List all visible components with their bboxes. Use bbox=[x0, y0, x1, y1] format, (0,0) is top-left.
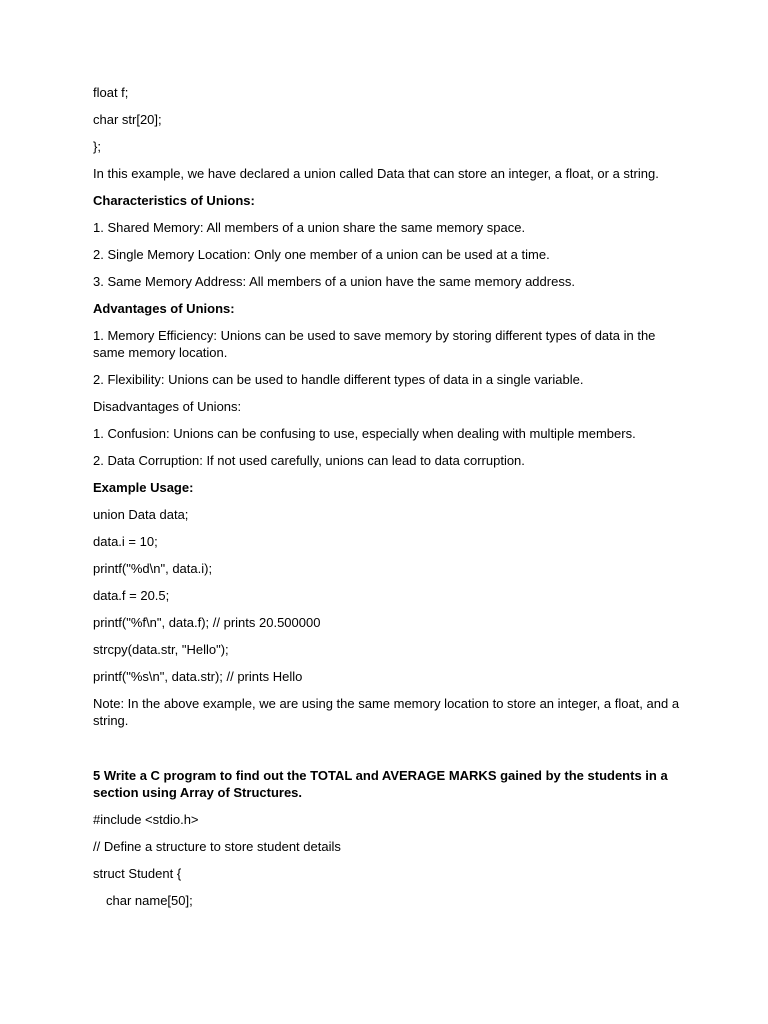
code-line: float f; bbox=[93, 85, 129, 100]
section-question-5 bbox=[93, 767, 683, 909]
code-comment: // Define a structure to store student details bbox=[93, 839, 341, 854]
code-line: #include <stdio.h> bbox=[93, 812, 199, 827]
heading-disadvantages: Disadvantages of Unions: bbox=[93, 399, 242, 414]
code-line: printf("%f\n", data.f); // prints 20.500000 bbox=[93, 615, 321, 630]
code-line: char name[50]; bbox=[106, 893, 193, 908]
section-spacer bbox=[93, 739, 683, 767]
question-heading: 5 Write a C program to find out the TOTAL and AVERAGE MARKS gained by the students in a section using Array of Structures. bbox=[93, 768, 672, 800]
list-item: 1. Memory Efficiency: Unions can be used to save memory by storing different types of data in the same memory location. bbox=[93, 328, 660, 360]
paragraph: In this example, we have declared a union called Data that can store an integer, a float, or a string. bbox=[93, 166, 659, 181]
code-line: strcpy(data.str, "Hello"); bbox=[93, 642, 229, 657]
heading-characteristics: Characteristics of Unions: bbox=[93, 193, 255, 208]
list-item: 3. Same Memory Address: All members of a union have the same memory address. bbox=[93, 274, 575, 289]
section-unions bbox=[93, 84, 683, 729]
heading-advantages: Advantages of Unions: bbox=[93, 301, 235, 316]
heading-example-usage: Example Usage: bbox=[93, 480, 194, 495]
code-line: data.i = 10; bbox=[93, 534, 158, 549]
list-item: 1. Confusion: Unions can be confusing to use, especially when dealing with multiple members. bbox=[93, 426, 636, 441]
list-item: 2. Flexibility: Unions can be used to handle different types of data in a single variable. bbox=[93, 372, 584, 387]
list-item: 2. Data Corruption: If not used carefully, unions can lead to data corruption. bbox=[93, 453, 525, 468]
list-item: 2. Single Memory Location: Only one member of a union can be used at a time. bbox=[93, 247, 550, 262]
code-line: }; bbox=[93, 139, 101, 154]
code-line: printf("%d\n", data.i); bbox=[93, 561, 213, 576]
code-line: printf("%s\n", data.str); // prints Hello bbox=[93, 669, 303, 684]
note-paragraph: Note: In the above example, we are using the same memory location to store an integer, a float, and a string. bbox=[93, 696, 683, 728]
document-page bbox=[93, 84, 683, 919]
code-line: struct Student { bbox=[93, 866, 182, 881]
code-line: data.f = 20.5; bbox=[93, 588, 170, 603]
list-item: 1. Shared Memory: All members of a union share the same memory space. bbox=[93, 220, 526, 235]
code-line: char str[20]; bbox=[93, 112, 162, 127]
code-line: union Data data; bbox=[93, 507, 189, 522]
